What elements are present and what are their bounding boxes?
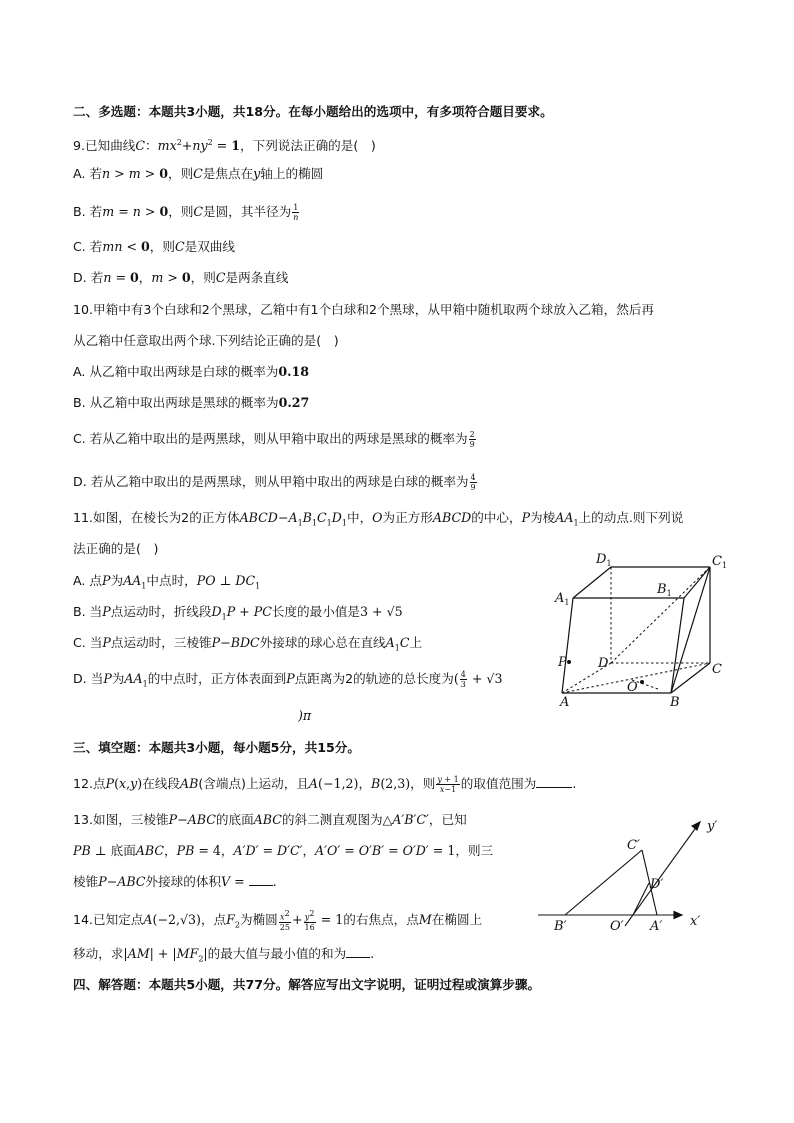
q9-option-c: C. 若mn < 0，则C是双曲线 <box>73 239 235 254</box>
q12-stem: 12.点P(x,y)在线段AB(含端点)上运动，且A(−1,2)，B(2,3)，则 $\frac{y + 1}{x-1}$ 的取值范围为 . <box>73 775 577 794</box>
label-D1: $D_1$ <box>596 552 612 568</box>
label-x-axis: x′ <box>690 914 701 929</box>
label-O: O <box>627 680 638 695</box>
label-C: C <box>712 662 722 677</box>
q11-option-d: D. 当P为$AA_1$的中点时，正方体表面到P点距离为2的轨迹的总长度为( $\frac{4}{3}$ + √3 <box>73 670 503 689</box>
q10-option-c: C. 若从乙箱中取出的是两黑球，则从甲箱中取出的两球是黑球的概率为 $\frac{2}{9}$ <box>73 430 475 449</box>
q11-option-a: A. 点P为$AA_1$中点时，PO ⊥ $DC_1$ <box>73 573 261 591</box>
label-C-prime: C′ <box>627 838 640 853</box>
q10-option-a: A. 从乙箱中取出两球是白球的概率为0.18 <box>73 364 309 379</box>
q13-stem-line3: 棱锥P−ABC外接球的体积V = . <box>73 874 277 889</box>
q9-option-b: B. 若m = n > 0，则C是圆，其半径为 $\frac{1}{n}$ <box>73 203 299 222</box>
section3-title: 三、填空题：本题共3小题，每小题5分，共15分。 <box>73 740 360 755</box>
label-D: D <box>598 656 609 671</box>
q9-stem: 9.已知曲线C：$mx^2+ny^2 = 1$，下列说法正确的是( ) <box>73 138 376 154</box>
label-A: A <box>560 695 570 710</box>
q10-option-b: B. 从乙箱中取出两球是黑球的概率为0.27 <box>73 395 310 410</box>
label-B-prime: B′ <box>554 919 567 934</box>
q11-option-b: B. 当P点运动时，折线段$D_1P$ + PC长度的最小值是3 + √5 <box>73 604 403 622</box>
q11-option-c: C. 当P点运动时，三棱锥P−BDC外接球的球心总在直线$A_1C$上 <box>73 635 423 653</box>
q9-option-a: A. 若n > m > 0，则C是焦点在y轴上的椭圆 <box>73 166 324 181</box>
label-A-prime: A′ <box>650 919 663 934</box>
q11-stem-line1: 11.如图，在棱长为2的正方体$ABCD-A_1B_1C_1D_1$中，O为正方形ABCD的中心，P为棱$AA_1$上的动点.则下列说 <box>73 510 684 528</box>
label-C1: $C_1$ <box>712 554 728 570</box>
label-A1: $A_1$ <box>555 591 570 607</box>
q10-stem-line2: 从乙箱中任意取出两个球.下列结论正确的是( ) <box>73 333 339 348</box>
q13-stem-line2: PB ⊥ 底面ABC，PB = 4，A′D′ = D′C′，A′O′ = O′B′ = O′D′ = 1，则三 <box>73 843 494 858</box>
cube-figure <box>550 545 740 715</box>
label-y-axis: y′ <box>707 819 718 834</box>
label-D-prime: D′ <box>650 877 664 892</box>
label-B: B <box>670 695 680 710</box>
label-O-prime: O′ <box>610 919 624 934</box>
q11-stem-line2: 法正确的是( ) <box>73 541 159 556</box>
q10-stem-line1: 10.甲箱中有3个白球和2个黑球，乙箱中有1个白球和2个黑球，从甲箱中随机取两个球放入乙箱，然后再 <box>73 302 655 317</box>
q14-stem-line2: 移动，求$|AM| + |MF_2|$的最大值与最小值的和为 . <box>73 946 375 964</box>
section2-title: 二、多选题：本题共3小题，共18分。在每小题给出的选项中，有多项符合题目要求。 <box>73 104 553 119</box>
q14-stem-line1: 14.已知定点A(−2,√3)，点$F_2$为椭圆 $\frac{x^2}{25}$ + $\frac{y^2}{16}$ = 1的右焦点，点M在椭圆上 <box>73 909 483 932</box>
q10-option-d: D. 若从乙箱中取出的是两黑球，则从甲箱中取出的两球是白球的概率为 $\frac{4}{9}$ <box>73 473 476 492</box>
q13-stem-line1: 13.如图，三棱锥P−ABC的底面ABC的斜二测直观图为△A′B′C′，已知 <box>73 812 467 827</box>
label-B1: $B_1$ <box>657 582 672 598</box>
q9-option-d: D. 若n = 0，m > 0，则C是两条直线 <box>73 270 289 285</box>
q11-option-d-tail: )π <box>298 708 312 723</box>
label-P: P <box>558 655 567 670</box>
oblique-figure <box>530 812 730 937</box>
section4-title: 四、解答题：本题共5小题，共77分。解答应写出文字说明，证明过程或演算步骤。 <box>73 977 541 992</box>
